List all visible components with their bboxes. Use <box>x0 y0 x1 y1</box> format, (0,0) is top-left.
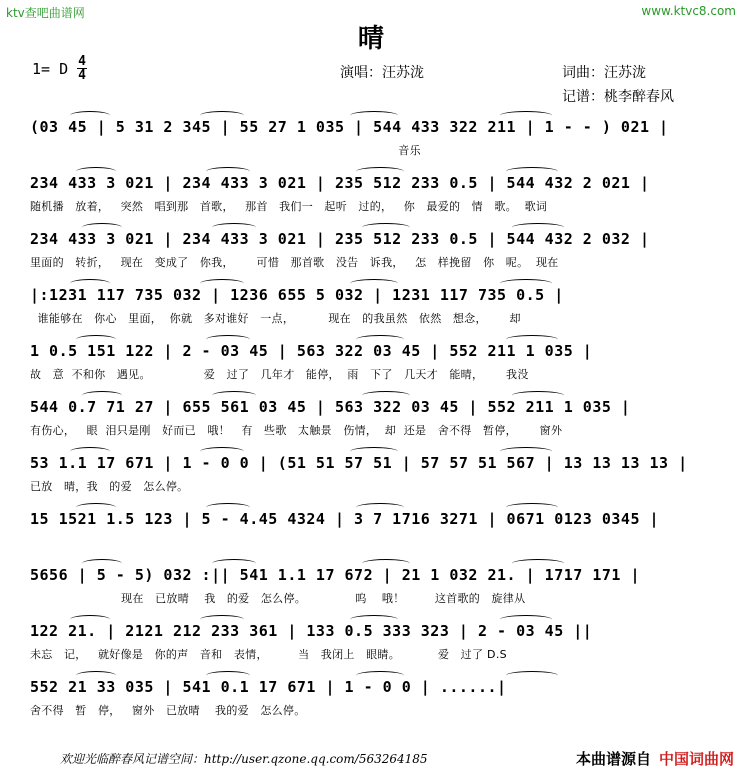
lyrics-line: 现在 已放晴 我 的爱 怎么停。 呜 哦！ 这首歌的 旋律从 <box>30 592 526 605</box>
slur-mark <box>76 503 116 512</box>
slur-mark <box>200 447 244 456</box>
slur-mark <box>350 447 398 456</box>
transcriber: 记谱：桃李醉春风 <box>562 89 674 105</box>
notation-line: 234 433 3 021 | 234 433 3 021 | 235 512 233 0.5 | 544 432 2 032 | <box>30 230 650 248</box>
slur-mark <box>512 391 564 400</box>
slur-mark <box>206 167 250 176</box>
singer: 演唱：汪苏泷 <box>340 65 424 81</box>
notation-line: 234 433 3 021 | 234 433 3 021 | 235 512 233 0.5 | 544 432 2 021 | <box>30 174 650 192</box>
slur-mark <box>70 447 110 456</box>
time-denominator: 4 <box>78 68 86 83</box>
footer-note: 欢迎光临醉春风记谱空间：http://user.qzone.qq.com/563264185 <box>60 752 428 766</box>
slur-mark <box>350 615 398 624</box>
source-site: 中国词曲网 <box>658 750 734 768</box>
watermark-right: www.ktvc8.com <box>641 4 736 18</box>
slur-mark <box>212 223 256 232</box>
slur-mark <box>76 671 116 680</box>
slur-mark <box>506 671 558 680</box>
slur-mark <box>506 167 558 176</box>
slur-mark <box>362 223 410 232</box>
lyrics-line: 舍不得 暂 停， 窗外 已放晴 我的爱 怎么停。 <box>30 704 306 717</box>
time-signature <box>77 55 87 82</box>
slur-mark <box>70 111 110 120</box>
slur-mark <box>506 335 558 344</box>
lyrics-line: 随机播 放着， 突然 唱到那 首歌， 那首 我们一 起听 过的， 你 最爱的 情 歌。 歌词 <box>30 200 548 213</box>
slur-mark <box>356 503 404 512</box>
lyrics-line: 里面的 转折， 现在 变成了 你我， 可惜 那首歌 没告 诉我， 怎 样挽留 你 呢。 现在 <box>30 256 559 269</box>
slur-mark <box>76 167 116 176</box>
lyrics-line: 未忘 记， 就好像是 你的声 音和 表情， 当 我闭上 眼睛。 爱 过了 D.S <box>30 648 507 661</box>
slur-mark <box>76 335 116 344</box>
slur-mark <box>362 559 410 568</box>
notation-line: 544 0.7 71 27 | 655 561 03 45 | 563 322 03 45 | 552 211 1 035 | <box>30 398 631 416</box>
source-label: 本曲谱源自 <box>575 750 651 768</box>
slur-mark <box>500 447 552 456</box>
lyrics-line: 故 意 不和你 遇见。 爱 过了 几年才 能停， 雨 下了 几天才 能晴， 我没 <box>30 368 529 381</box>
slur-mark <box>200 615 244 624</box>
slur-mark <box>206 671 250 680</box>
notation-line: (03 45 | 5 31 2 345 | 55 27 1 035 | 544 433 322 211 | 1 - - ) 021 | <box>30 118 669 136</box>
source-credit <box>576 748 734 769</box>
composer: 词曲：汪苏泷 <box>562 65 646 81</box>
slur-mark <box>200 279 244 288</box>
slur-mark <box>82 223 122 232</box>
slur-mark <box>500 111 552 120</box>
slur-mark <box>206 503 250 512</box>
slur-mark <box>70 615 110 624</box>
notation-line: 53 1.1 17 671 | 1 - 0 0 | (51 51 57 51 | 57 57 51 567 | 13 13 13 13 | <box>30 454 688 472</box>
lyrics-line: 有伤心， 眼 泪只是刚 好而已 哦！ 有 些歌 太触景 伤情， 却 还是 舍不得 暂停， 窗外 <box>30 424 563 437</box>
slur-mark <box>212 391 256 400</box>
slur-mark <box>212 559 256 568</box>
lyrics-line: 已放 晴，我 的爱 怎么停。 <box>30 480 189 493</box>
notation-line: 1 0.5 151 122 | 2 - 03 45 | 563 322 03 45 | 552 211 1 035 | <box>30 342 593 360</box>
slur-mark <box>350 111 398 120</box>
song-title: 晴 <box>357 24 384 54</box>
slur-mark <box>512 559 564 568</box>
notation-line: 15 1521 1.5 123 | 5 - 4.45 4324 | 3 7 1716 3271 | 0671 0123 0345 | <box>30 510 660 528</box>
lyrics-line: 谁能够在 你心 里面， 你就 多对谁好 一点， 现在 的我虽然 依然 想念， 却 <box>30 312 521 325</box>
notation-line: |:1231 117 735 032 | 1236 655 5 032 | 1231 117 735 0.5 | <box>30 286 564 304</box>
slur-mark <box>500 279 552 288</box>
slur-mark <box>200 111 244 120</box>
slur-mark <box>500 615 552 624</box>
slur-mark <box>82 391 122 400</box>
slur-mark <box>356 167 404 176</box>
slur-mark <box>356 671 404 680</box>
time-numerator: 4 <box>78 54 86 69</box>
slur-mark <box>362 391 410 400</box>
slur-mark <box>206 335 250 344</box>
key-signature: 1= D <box>32 60 69 78</box>
slur-mark <box>70 279 110 288</box>
notation-line: 552 21 33 035 | 541 0.1 17 671 | 1 - 0 0 | ......| <box>30 678 507 696</box>
slur-mark <box>350 279 398 288</box>
slur-mark <box>82 559 122 568</box>
notation-line: 5656 | 5 - 5) 032 :|| 541 1.1 17 672 | 21 1 032 21. | 1717 171 | <box>30 566 640 584</box>
slur-mark <box>506 503 558 512</box>
notation-line: 122 21. | 2121 212 233 361 | 133 0.5 333 323 | 2 - 03 45 || <box>30 622 593 640</box>
slur-mark <box>512 223 564 232</box>
watermark-left: ktv查吧曲谱网 <box>6 6 85 20</box>
lyrics-line: 音乐 <box>30 144 421 157</box>
slur-mark <box>356 335 404 344</box>
